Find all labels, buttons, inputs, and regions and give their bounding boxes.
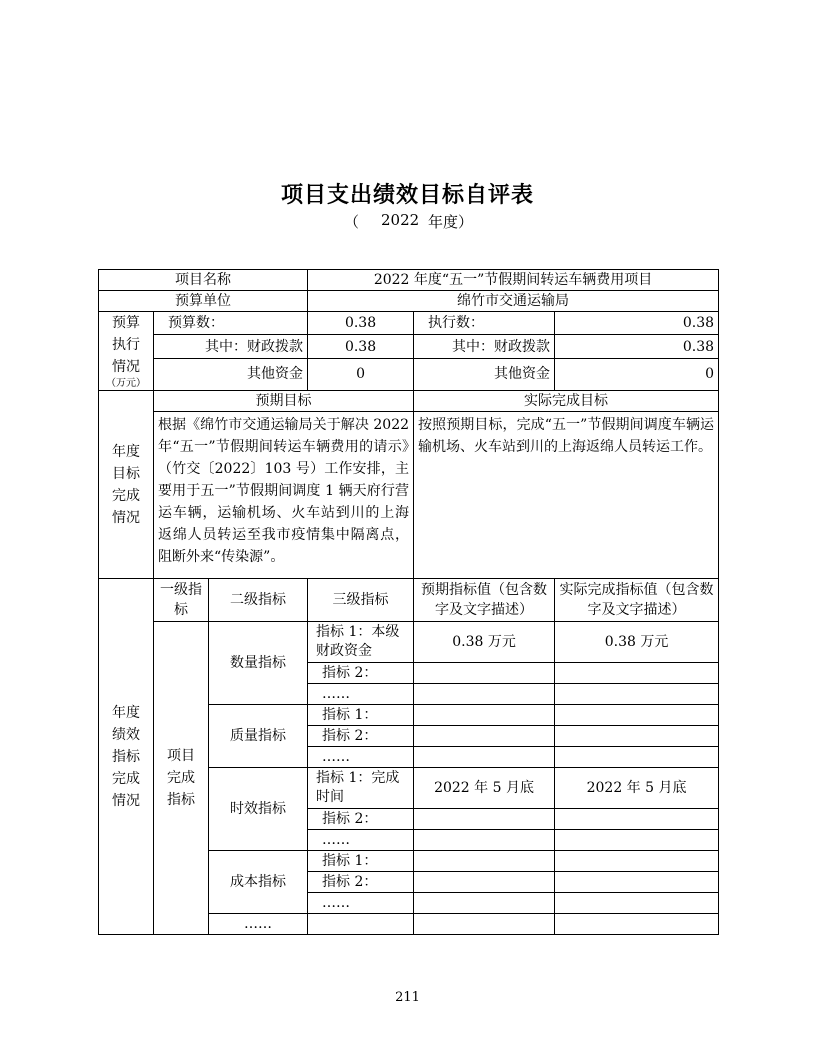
level1-cell — [154, 622, 209, 935]
budget-amount-label: 预算数： — [154, 312, 308, 335]
empty-cell — [414, 893, 555, 914]
row-budget-amount — [99, 312, 719, 335]
empty-cell — [555, 914, 719, 935]
quality-label: 质量指标 — [209, 705, 308, 768]
other-label: 其他资金 — [154, 358, 308, 390]
goal-label: 年度目标完成情况 — [112, 443, 140, 526]
fiscal-exec-label: 其中：财政拨款 — [414, 335, 555, 358]
cost-ind1: 指标 1： — [308, 851, 414, 872]
executed-value: 0.38 — [555, 312, 719, 335]
quality-ind1: 指标 1： — [308, 705, 414, 726]
page-number: 211 — [395, 990, 420, 1005]
header-level2: 二级指标 — [209, 579, 308, 622]
empty-cell — [555, 684, 719, 705]
quantity-ind2: 指标 2： — [308, 663, 414, 684]
empty-cell — [555, 663, 719, 684]
row-goal-text — [99, 412, 719, 579]
budget-amount-value: 0.38 — [308, 312, 414, 335]
timeliness-ind1-actual: 2022 年 5 月底 — [555, 768, 719, 809]
empty-cell — [414, 914, 555, 935]
level2-more: …… — [209, 914, 308, 935]
fiscal-label: 其中：财政拨款 — [154, 335, 308, 358]
expected-goal-header: 预期目标 — [154, 391, 414, 412]
header-expected: 预期指标值（包含数字及文字描述） — [414, 579, 555, 622]
page-title: 项目支出绩效目标自评表 — [280, 183, 534, 208]
timeliness-ind1: 指标 1：完成时间 — [308, 768, 414, 809]
cost-label: 成本指标 — [209, 851, 308, 914]
table-row — [99, 622, 719, 663]
empty-cell — [414, 747, 555, 768]
exec-unit: （万元） — [106, 378, 146, 389]
row-project-name — [99, 270, 719, 291]
quantity-ind1-expected: 0.38 万元 — [414, 622, 555, 663]
indicator-label: 年度绩效指标完成情况 — [112, 704, 140, 809]
cost-ind2: 指标 2： — [308, 872, 414, 893]
empty-cell — [414, 663, 555, 684]
budget-unit-label: 预算单位 — [99, 291, 308, 312]
timeliness-ind2: 指标 2： — [308, 809, 414, 830]
row-other-funds — [99, 358, 719, 390]
other-exec-label: 其他资金 — [414, 358, 555, 390]
empty-cell — [555, 872, 719, 893]
project-name-value: 2022 年度“五一”节假期间转运车辆费用项目 — [308, 270, 719, 291]
empty-cell — [414, 830, 555, 851]
expected-goal-text: 根据《绵竹市交通运输局关于解决 2022 年“五一”节假期间转运车辆费用的请示》（竹交〔2022〕103 号）工作安排，主要用于五一”节假期间调度 1 辆天府行营运车辆，运输机场、火车站到川的上海返绵人员转运至我市疫情集中隔离点，阻断外来“传染源”。 — [154, 412, 414, 579]
header-level1: 一级指标 — [154, 579, 209, 622]
empty-cell — [555, 809, 719, 830]
row-fiscal — [99, 335, 719, 358]
quantity-ind1-actual: 0.38 万元 — [555, 622, 719, 663]
quantity-ind1: 指标 1：本级财政资金 — [308, 622, 414, 663]
other-budget-value: 0 — [308, 358, 414, 390]
actual-goal-text: 按照预期目标，完成“五一”节假期间调度车辆运输机场、火车站到川的上海返绵人员转运工作。 — [414, 412, 719, 579]
empty-cell — [414, 851, 555, 872]
performance-table — [98, 269, 719, 935]
empty-cell — [555, 893, 719, 914]
quantity-more: …… — [308, 684, 414, 705]
quality-ind2: 指标 2： — [308, 726, 414, 747]
empty-cell — [414, 705, 555, 726]
empty-cell — [414, 809, 555, 830]
empty-cell — [414, 684, 555, 705]
exec-label-cell — [99, 312, 154, 391]
row-goal-headers — [99, 391, 719, 412]
indicator-label-cell — [99, 579, 154, 935]
goal-label-cell — [99, 391, 154, 579]
fiscal-budget-value: 0.38 — [308, 335, 414, 358]
project-name-label: 项目名称 — [99, 270, 308, 291]
empty-cell — [555, 705, 719, 726]
timeliness-ind1-expected: 2022 年 5 月底 — [414, 768, 555, 809]
level1-value: 项目完成指标 — [167, 748, 195, 808]
subtitle-year: 2022 — [381, 211, 420, 229]
exec-label: 预算执行情况 — [112, 315, 140, 375]
row-budget-unit — [99, 291, 719, 312]
empty-cell — [414, 872, 555, 893]
empty-cell — [555, 747, 719, 768]
row-indicator-headers — [99, 579, 719, 622]
subtitle-suffix: 年度） — [428, 213, 474, 231]
empty-cell — [414, 726, 555, 747]
fiscal-exec-value: 0.38 — [555, 335, 719, 358]
empty-cell — [555, 851, 719, 872]
cost-more: …… — [308, 893, 414, 914]
empty-cell — [555, 830, 719, 851]
executed-label: 执行数： — [414, 312, 555, 335]
budget-unit-value: 绵竹市交通运输局 — [308, 291, 719, 312]
timeliness-more: …… — [308, 830, 414, 851]
subtitle-open: （ — [344, 213, 360, 231]
empty-cell — [308, 914, 414, 935]
quantity-label: 数量指标 — [209, 622, 308, 705]
quality-more: …… — [308, 747, 414, 768]
actual-goal-header: 实际完成目标 — [414, 391, 719, 412]
header-level3: 三级指标 — [308, 579, 414, 622]
other-exec-value: 0 — [555, 358, 719, 390]
empty-cell — [555, 726, 719, 747]
header-actual: 实际完成指标值（包含数字及文字描述） — [555, 579, 719, 622]
timeliness-label: 时效指标 — [209, 768, 308, 851]
